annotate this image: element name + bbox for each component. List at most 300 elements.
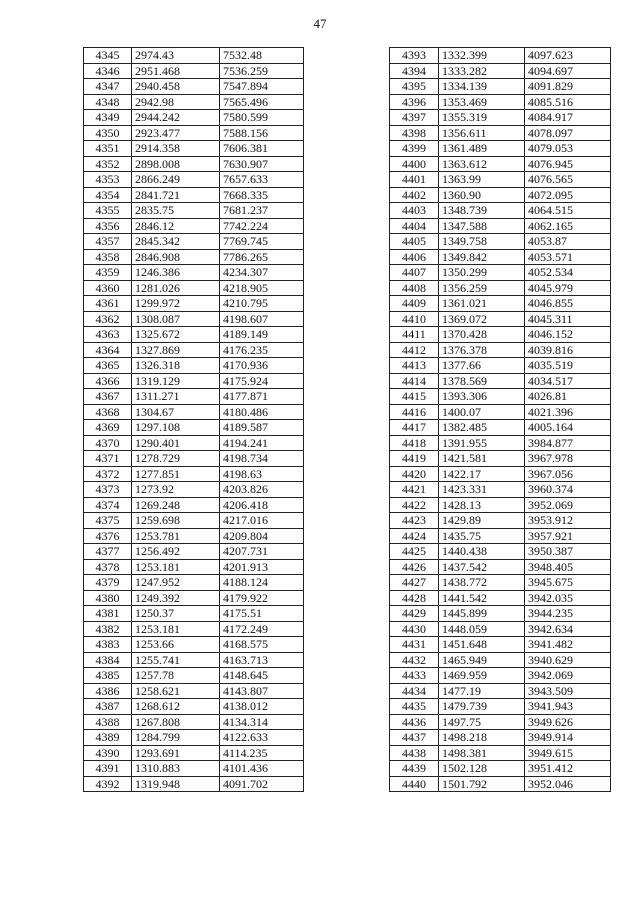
y-coordinate-cell: 4122.633 — [220, 730, 304, 746]
x-coordinate-cell: 1438.772 — [439, 575, 525, 591]
table-row — [84, 311, 304, 327]
point-number-cell: 4364 — [84, 342, 132, 358]
x-coordinate-cell: 1297.108 — [132, 420, 220, 436]
point-number-cell: 4437 — [390, 730, 439, 746]
x-coordinate-cell: 1376.378 — [439, 342, 525, 358]
table-row — [84, 249, 304, 265]
y-coordinate-cell: 4084.917 — [525, 110, 611, 126]
point-number-cell: 4439 — [390, 761, 439, 777]
x-coordinate-cell: 1448.059 — [439, 621, 525, 637]
x-coordinate-cell: 2951.468 — [132, 63, 220, 79]
table-row — [390, 389, 611, 405]
point-number-cell: 4368 — [84, 404, 132, 420]
point-number-cell: 4366 — [84, 373, 132, 389]
point-number-cell: 4384 — [84, 652, 132, 668]
table-row — [84, 575, 304, 591]
table-row — [84, 761, 304, 777]
table-row — [84, 420, 304, 436]
table-row — [84, 156, 304, 172]
point-number-cell: 4352 — [84, 156, 132, 172]
y-coordinate-cell: 4046.152 — [525, 327, 611, 343]
point-number-cell: 4379 — [84, 575, 132, 591]
point-number-cell: 4387 — [84, 699, 132, 715]
table-row — [390, 141, 611, 157]
y-coordinate-cell: 7565.496 — [220, 94, 304, 110]
y-coordinate-cell: 4079.053 — [525, 141, 611, 157]
y-coordinate-cell: 4076.945 — [525, 156, 611, 172]
table-row — [84, 296, 304, 312]
table-row — [390, 280, 611, 296]
point-number-cell: 4382 — [84, 621, 132, 637]
point-number-cell: 4422 — [390, 497, 439, 513]
x-coordinate-cell: 1304.67 — [132, 404, 220, 420]
x-coordinate-cell: 1377.66 — [439, 358, 525, 374]
x-coordinate-cell: 2841.721 — [132, 187, 220, 203]
y-coordinate-cell: 3967.056 — [525, 466, 611, 482]
point-number-cell: 4395 — [390, 79, 439, 95]
table-row — [84, 63, 304, 79]
point-number-cell: 4407 — [390, 265, 439, 281]
x-coordinate-cell: 1281.026 — [132, 280, 220, 296]
y-coordinate-cell: 4207.731 — [220, 544, 304, 560]
x-coordinate-cell: 1247.952 — [132, 575, 220, 591]
table-row — [390, 621, 611, 637]
table-row — [390, 358, 611, 374]
point-number-cell: 4397 — [390, 110, 439, 126]
x-coordinate-cell: 1284.799 — [132, 730, 220, 746]
point-number-cell: 4362 — [84, 311, 132, 327]
table-row — [390, 63, 611, 79]
table-row — [390, 745, 611, 761]
table-row — [390, 296, 611, 312]
x-coordinate-cell: 1465.949 — [439, 652, 525, 668]
table-row — [390, 466, 611, 482]
y-coordinate-cell: 4188.124 — [220, 575, 304, 591]
y-coordinate-cell: 3943.509 — [525, 683, 611, 699]
table-row — [84, 776, 304, 792]
x-coordinate-cell: 1325.672 — [132, 327, 220, 343]
x-coordinate-cell: 1268.612 — [132, 699, 220, 715]
table-row — [84, 110, 304, 126]
table-row — [84, 172, 304, 188]
x-coordinate-cell: 1349.842 — [439, 249, 525, 265]
y-coordinate-cell: 3950.387 — [525, 544, 611, 560]
y-coordinate-cell: 3960.374 — [525, 482, 611, 498]
point-number-cell: 4435 — [390, 699, 439, 715]
point-number-cell: 4347 — [84, 79, 132, 95]
point-number-cell: 4434 — [390, 683, 439, 699]
point-number-cell: 4374 — [84, 497, 132, 513]
x-coordinate-cell: 1355.319 — [439, 110, 525, 126]
y-coordinate-cell: 4176.235 — [220, 342, 304, 358]
y-coordinate-cell: 4045.979 — [525, 280, 611, 296]
page-number: 47 — [313, 16, 327, 31]
x-coordinate-cell: 2866.249 — [132, 172, 220, 188]
y-coordinate-cell: 3941.943 — [525, 699, 611, 715]
y-coordinate-cell: 4177.871 — [220, 389, 304, 405]
y-coordinate-cell: 4114.235 — [220, 745, 304, 761]
coordinate-table-right — [389, 47, 611, 792]
table-row — [390, 668, 611, 684]
x-coordinate-cell: 2898.008 — [132, 156, 220, 172]
x-coordinate-cell: 2944.242 — [132, 110, 220, 126]
point-number-cell: 4376 — [84, 528, 132, 544]
x-coordinate-cell: 1332.399 — [439, 48, 525, 64]
point-number-cell: 4405 — [390, 234, 439, 250]
table-row — [390, 234, 611, 250]
point-number-cell: 4412 — [390, 342, 439, 358]
table-row — [84, 451, 304, 467]
y-coordinate-cell: 3952.046 — [525, 776, 611, 792]
table-row — [390, 187, 611, 203]
table-row — [390, 48, 611, 64]
table-row — [84, 683, 304, 699]
x-coordinate-cell: 1469.959 — [439, 668, 525, 684]
y-coordinate-cell: 4189.149 — [220, 327, 304, 343]
point-number-cell: 4354 — [84, 187, 132, 203]
table-row — [84, 187, 304, 203]
table-row — [84, 482, 304, 498]
table-row — [84, 730, 304, 746]
point-number-cell: 4345 — [84, 48, 132, 64]
y-coordinate-cell: 4091.702 — [220, 776, 304, 792]
x-coordinate-cell: 1348.739 — [439, 203, 525, 219]
point-number-cell: 4383 — [84, 637, 132, 653]
y-coordinate-cell: 4203.826 — [220, 482, 304, 498]
x-coordinate-cell: 2940.458 — [132, 79, 220, 95]
table-row — [84, 435, 304, 451]
table-row — [84, 48, 304, 64]
point-number-cell: 4360 — [84, 280, 132, 296]
y-coordinate-cell: 3948.405 — [525, 559, 611, 575]
x-coordinate-cell: 1445.899 — [439, 606, 525, 622]
point-number-cell: 4426 — [390, 559, 439, 575]
x-coordinate-cell: 1363.99 — [439, 172, 525, 188]
y-coordinate-cell: 7742.224 — [220, 218, 304, 234]
x-coordinate-cell: 1310.883 — [132, 761, 220, 777]
table-row — [390, 730, 611, 746]
y-coordinate-cell: 3942.069 — [525, 668, 611, 684]
y-coordinate-cell: 4034.517 — [525, 373, 611, 389]
point-number-cell: 4400 — [390, 156, 439, 172]
table-row — [390, 528, 611, 544]
y-coordinate-cell: 4201.913 — [220, 559, 304, 575]
table-row — [390, 79, 611, 95]
point-number-cell: 4431 — [390, 637, 439, 653]
table-row — [390, 249, 611, 265]
y-coordinate-cell: 4194.241 — [220, 435, 304, 451]
point-number-cell: 4410 — [390, 311, 439, 327]
table-row — [84, 94, 304, 110]
point-number-cell: 4418 — [390, 435, 439, 451]
y-coordinate-cell: 4053.87 — [525, 234, 611, 250]
y-coordinate-cell: 4206.418 — [220, 497, 304, 513]
y-coordinate-cell: 4218.905 — [220, 280, 304, 296]
point-number-cell: 4385 — [84, 668, 132, 684]
point-number-cell: 4401 — [390, 172, 439, 188]
table-row — [84, 327, 304, 343]
x-coordinate-cell: 2846.12 — [132, 218, 220, 234]
y-coordinate-cell: 4076.565 — [525, 172, 611, 188]
point-number-cell: 4417 — [390, 420, 439, 436]
point-number-cell: 4415 — [390, 389, 439, 405]
x-coordinate-cell: 1370.428 — [439, 327, 525, 343]
y-coordinate-cell: 3949.615 — [525, 745, 611, 761]
x-coordinate-cell: 1334.139 — [439, 79, 525, 95]
y-coordinate-cell: 4138.012 — [220, 699, 304, 715]
x-coordinate-cell: 1293.691 — [132, 745, 220, 761]
x-coordinate-cell: 1393.306 — [439, 389, 525, 405]
x-coordinate-cell: 1435.75 — [439, 528, 525, 544]
y-coordinate-cell: 7547.894 — [220, 79, 304, 95]
table-row — [84, 218, 304, 234]
x-coordinate-cell: 2835.75 — [132, 203, 220, 219]
point-number-cell: 4421 — [390, 482, 439, 498]
point-number-cell: 4424 — [390, 528, 439, 544]
y-coordinate-cell: 3944.235 — [525, 606, 611, 622]
y-coordinate-cell: 4072.095 — [525, 187, 611, 203]
x-coordinate-cell: 1299.972 — [132, 296, 220, 312]
table-row — [390, 420, 611, 436]
x-coordinate-cell: 1259.698 — [132, 513, 220, 529]
point-number-cell: 4396 — [390, 94, 439, 110]
x-coordinate-cell: 1277.851 — [132, 466, 220, 482]
y-coordinate-cell: 4052.534 — [525, 265, 611, 281]
point-number-cell: 4399 — [390, 141, 439, 157]
table-row — [84, 342, 304, 358]
table-row — [84, 714, 304, 730]
y-coordinate-cell: 4163.713 — [220, 652, 304, 668]
y-coordinate-cell: 4097.623 — [525, 48, 611, 64]
table-row — [84, 497, 304, 513]
x-coordinate-cell: 1479.739 — [439, 699, 525, 715]
point-number-cell: 4367 — [84, 389, 132, 405]
table-row — [390, 559, 611, 575]
y-coordinate-cell: 4180.486 — [220, 404, 304, 420]
x-coordinate-cell: 1441.542 — [439, 590, 525, 606]
table-row — [84, 621, 304, 637]
y-coordinate-cell: 4168.575 — [220, 637, 304, 653]
table-row — [84, 234, 304, 250]
y-coordinate-cell: 4209.804 — [220, 528, 304, 544]
y-coordinate-cell: 4101.436 — [220, 761, 304, 777]
x-coordinate-cell: 1278.729 — [132, 451, 220, 467]
x-coordinate-cell: 1400.07 — [439, 404, 525, 420]
y-coordinate-cell: 7668.335 — [220, 187, 304, 203]
y-coordinate-cell: 4021.396 — [525, 404, 611, 420]
table-row — [390, 776, 611, 792]
x-coordinate-cell: 1311.271 — [132, 389, 220, 405]
x-coordinate-cell: 1477.19 — [439, 683, 525, 699]
table-row — [84, 466, 304, 482]
y-coordinate-cell: 4172.249 — [220, 621, 304, 637]
y-coordinate-cell: 4053.571 — [525, 249, 611, 265]
point-number-cell: 4371 — [84, 451, 132, 467]
table-row — [390, 575, 611, 591]
point-number-cell: 4428 — [390, 590, 439, 606]
point-number-cell: 4389 — [84, 730, 132, 746]
y-coordinate-cell: 3945.675 — [525, 575, 611, 591]
x-coordinate-cell: 1356.259 — [439, 280, 525, 296]
table-row — [84, 358, 304, 374]
x-coordinate-cell: 1421.581 — [439, 451, 525, 467]
point-number-cell: 4391 — [84, 761, 132, 777]
point-number-cell: 4359 — [84, 265, 132, 281]
table-row — [390, 606, 611, 622]
x-coordinate-cell: 1360.90 — [439, 187, 525, 203]
table-row — [390, 342, 611, 358]
y-coordinate-cell: 7536.259 — [220, 63, 304, 79]
y-coordinate-cell: 4217.016 — [220, 513, 304, 529]
table-row — [390, 156, 611, 172]
table-row — [390, 373, 611, 389]
point-number-cell: 4436 — [390, 714, 439, 730]
point-number-cell: 4392 — [84, 776, 132, 792]
table-row — [390, 761, 611, 777]
x-coordinate-cell: 2974.43 — [132, 48, 220, 64]
point-number-cell: 4419 — [390, 451, 439, 467]
table-row — [84, 528, 304, 544]
x-coordinate-cell: 1378.569 — [439, 373, 525, 389]
point-number-cell: 4380 — [84, 590, 132, 606]
point-number-cell: 4406 — [390, 249, 439, 265]
x-coordinate-cell: 1361.489 — [439, 141, 525, 157]
table-row — [390, 451, 611, 467]
point-number-cell: 4427 — [390, 575, 439, 591]
y-coordinate-cell: 4094.697 — [525, 63, 611, 79]
table-row — [390, 497, 611, 513]
point-number-cell: 4420 — [390, 466, 439, 482]
point-number-cell: 4375 — [84, 513, 132, 529]
point-number-cell: 4408 — [390, 280, 439, 296]
x-coordinate-cell: 1255.741 — [132, 652, 220, 668]
x-coordinate-cell: 1391.955 — [439, 435, 525, 451]
point-number-cell: 4404 — [390, 218, 439, 234]
point-number-cell: 4403 — [390, 203, 439, 219]
y-coordinate-cell: 4062.165 — [525, 218, 611, 234]
x-coordinate-cell: 1319.948 — [132, 776, 220, 792]
x-coordinate-cell: 1333.282 — [439, 63, 525, 79]
y-coordinate-cell: 4045.311 — [525, 311, 611, 327]
coordinate-table-left — [83, 47, 304, 792]
table-row — [84, 668, 304, 684]
y-coordinate-cell: 4026.81 — [525, 389, 611, 405]
x-coordinate-cell: 1253.66 — [132, 637, 220, 653]
table-row — [84, 745, 304, 761]
table-row — [84, 265, 304, 281]
x-coordinate-cell: 1422.17 — [439, 466, 525, 482]
x-coordinate-cell: 1253.181 — [132, 621, 220, 637]
x-coordinate-cell: 1347.588 — [439, 218, 525, 234]
table-row — [390, 699, 611, 715]
x-coordinate-cell: 2942.98 — [132, 94, 220, 110]
y-coordinate-cell: 4039.816 — [525, 342, 611, 358]
point-number-cell: 4414 — [390, 373, 439, 389]
table-row — [84, 544, 304, 560]
point-number-cell: 4398 — [390, 125, 439, 141]
x-coordinate-cell: 1290.401 — [132, 435, 220, 451]
x-coordinate-cell: 1269.248 — [132, 497, 220, 513]
x-coordinate-cell: 1267.808 — [132, 714, 220, 730]
x-coordinate-cell: 1319.129 — [132, 373, 220, 389]
table-row — [84, 652, 304, 668]
table-row — [390, 218, 611, 234]
point-number-cell: 4363 — [84, 327, 132, 343]
x-coordinate-cell: 1451.648 — [439, 637, 525, 653]
table-row — [390, 311, 611, 327]
point-number-cell: 4350 — [84, 125, 132, 141]
table-row — [390, 513, 611, 529]
point-number-cell: 4429 — [390, 606, 439, 622]
point-number-cell: 4402 — [390, 187, 439, 203]
point-number-cell: 4349 — [84, 110, 132, 126]
y-coordinate-cell: 7786.265 — [220, 249, 304, 265]
y-coordinate-cell: 3953.912 — [525, 513, 611, 529]
y-coordinate-cell: 4148.645 — [220, 668, 304, 684]
y-coordinate-cell: 4035.519 — [525, 358, 611, 374]
point-number-cell: 4432 — [390, 652, 439, 668]
y-coordinate-cell: 3984.877 — [525, 435, 611, 451]
x-coordinate-cell: 1353.469 — [439, 94, 525, 110]
table-row — [84, 404, 304, 420]
y-coordinate-cell: 4198.63 — [220, 466, 304, 482]
table-row — [390, 172, 611, 188]
y-coordinate-cell: 4189.587 — [220, 420, 304, 436]
point-number-cell: 4409 — [390, 296, 439, 312]
point-number-cell: 4355 — [84, 203, 132, 219]
point-number-cell: 4430 — [390, 621, 439, 637]
x-coordinate-cell: 1249.392 — [132, 590, 220, 606]
y-coordinate-cell: 4078.097 — [525, 125, 611, 141]
x-coordinate-cell: 1361.021 — [439, 296, 525, 312]
y-coordinate-cell: 7580.599 — [220, 110, 304, 126]
y-coordinate-cell: 7769.745 — [220, 234, 304, 250]
y-coordinate-cell: 3952.069 — [525, 497, 611, 513]
x-coordinate-cell: 1363.612 — [439, 156, 525, 172]
table-row — [390, 590, 611, 606]
y-coordinate-cell: 4005.164 — [525, 420, 611, 436]
table-row — [390, 652, 611, 668]
table-row — [390, 110, 611, 126]
table-row — [84, 699, 304, 715]
point-number-cell: 4440 — [390, 776, 439, 792]
x-coordinate-cell: 1258.621 — [132, 683, 220, 699]
table-row — [84, 637, 304, 653]
table-row — [84, 125, 304, 141]
point-number-cell: 4369 — [84, 420, 132, 436]
table-row — [84, 203, 304, 219]
x-coordinate-cell: 1423.331 — [439, 482, 525, 498]
y-coordinate-cell: 4046.855 — [525, 296, 611, 312]
y-coordinate-cell: 4085.516 — [525, 94, 611, 110]
y-coordinate-cell: 4170.936 — [220, 358, 304, 374]
point-number-cell: 4365 — [84, 358, 132, 374]
table-row — [390, 94, 611, 110]
point-number-cell: 4356 — [84, 218, 132, 234]
x-coordinate-cell: 2845.342 — [132, 234, 220, 250]
point-number-cell: 4433 — [390, 668, 439, 684]
point-number-cell: 4361 — [84, 296, 132, 312]
x-coordinate-cell: 1497.75 — [439, 714, 525, 730]
y-coordinate-cell: 4175.924 — [220, 373, 304, 389]
x-coordinate-cell: 2846.908 — [132, 249, 220, 265]
y-coordinate-cell: 3942.634 — [525, 621, 611, 637]
point-number-cell: 4390 — [84, 745, 132, 761]
table-row — [390, 125, 611, 141]
table-row — [84, 389, 304, 405]
x-coordinate-cell: 1498.381 — [439, 745, 525, 761]
point-number-cell: 4423 — [390, 513, 439, 529]
